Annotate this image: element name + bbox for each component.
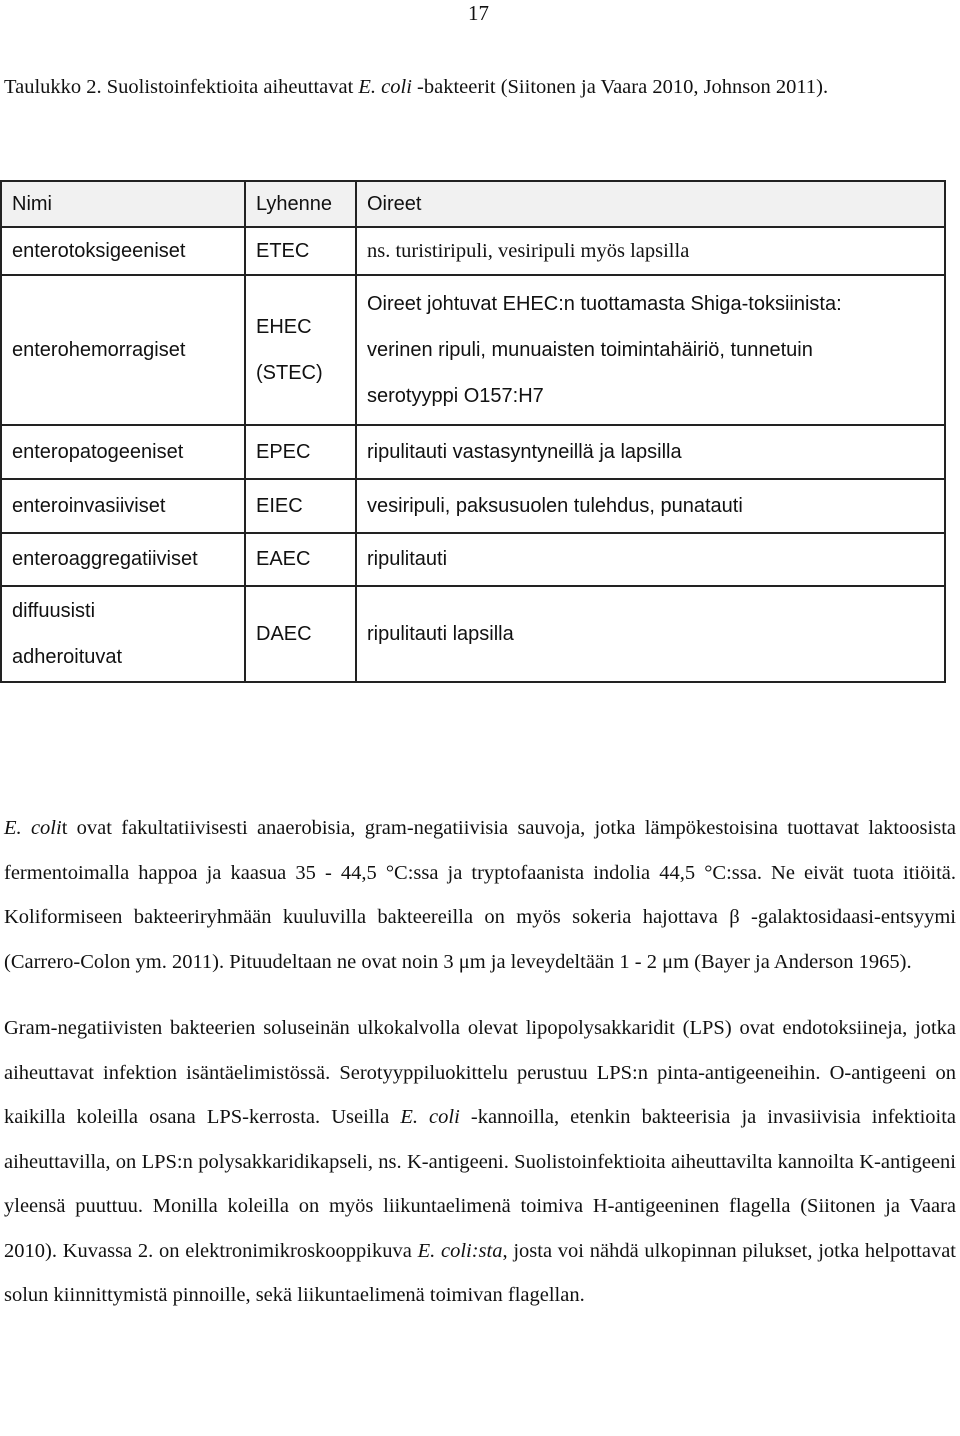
table-row: [1, 533, 945, 586]
caption-italic: E. coli: [358, 76, 412, 98]
cell-nimi: enteropatogeeniset: [1, 425, 245, 479]
paragraph-2-part-3: , josta voi nähdä ulkopinnan pilukset, jotka helpottavat solun kiinnittymistä pinnoille, sekä liikuntaelimenä toimivan flagellan.: [4, 1239, 957, 1306]
cell-nimi: enteroinvasiiviset: [1, 479, 245, 533]
cell-oireet: [356, 275, 945, 425]
caption-suffix: -bakteerit (Siitonen ja Vaara 2010, Johnson 2011).: [411, 76, 829, 98]
table-row: [1, 425, 945, 479]
cell-oireet: vesiripuli, paksusuolen tulehdus, punatauti: [356, 479, 945, 533]
cell-lyhenne: EIEC: [245, 479, 356, 533]
header-oireet: Oireet: [356, 181, 945, 227]
header-nimi: Nimi: [1, 181, 245, 227]
cell-lyhenne: ETEC: [245, 227, 356, 275]
cell-lyhenne: [245, 275, 356, 425]
paragraph-2-part-2: -kannoilla, etenkin bakteerisia ja invasiivisia infektioita aiheuttavilla, on LPS:n polysakkaridikapseli, ns. K-antigeeni. Suolistoinfektioita aiheuttavilta kannoilta K-antigeeni yleensä puuttuu. Monilla koleilla on myös liikuntaelimenä toimiva H-antigeeninen flagella (Siitonen ja Vaara 2010). Kuvassa 2. on elektronimikroskooppikuva: [4, 1106, 957, 1262]
caption-prefix: Taulukko 2. Suolistoinfektioita aiheuttavat: [4, 76, 359, 98]
table-header-row: [1, 181, 945, 227]
cell-nimi: [1, 586, 245, 682]
cell-line: adheroituvat: [12, 646, 123, 668]
cell-line: Oireet johtuvat EHEC:n tuottamasta Shiga-toksiinista:: [367, 293, 842, 315]
cell-nimi: enteroaggregatiiviset: [1, 533, 245, 586]
paragraph-1-italic: E. coli: [4, 817, 62, 839]
header-lyhenne: Lyhenne: [245, 181, 356, 227]
cell-lyhenne: EPEC: [245, 425, 356, 479]
paragraph-2-italic-1: E. coli: [400, 1106, 460, 1128]
paragraph-1-text: t ovat fakultatiivisesti anaerobisia, gram-negatiivisia sauvoja, jotka lämpökestoisina tuottavat laktoosista fermentoimalla happoa ja kaasua 35 - 44,5 °C:ssa ja tryptofaanista indolia 44,5 °C:ssa. Ne eivät tuota itiöitä. Koliformiseen bakteeriryhmään kuuluvilla bakteereilla on myös sokeria hajottava β -galaktosidaasi-entsyymi (Carrero-Colon ym. 2011). Pituudeltaan ne ovat noin 3 μm ja leveydeltään 1 - 2 μm (Bayer ja Anderson 1965).: [4, 817, 956, 973]
cell-oireet: ripulitauti vastasyntyneillä ja lapsilla: [356, 425, 945, 479]
cell-line: (STEC): [256, 362, 323, 384]
cell-line: verinen ripuli, munuaisten toimintahäiriö, tunnetuin: [367, 339, 813, 361]
table-caption: [4, 66, 956, 108]
cell-line: EHEC: [256, 316, 312, 338]
body-text: [4, 806, 956, 1318]
table-row: [1, 479, 945, 533]
cell-oireet: [356, 227, 945, 275]
page-number: 17: [468, 1, 489, 25]
cell-oireet-text: ns. turistiripuli, vesiripuli myös lapsilla: [367, 239, 690, 262]
cell-oireet: ripulitauti: [356, 533, 945, 586]
cell-line: serotyyppi O157:H7: [367, 385, 544, 407]
table-row: [1, 275, 945, 425]
paragraph-2: [4, 1006, 956, 1318]
paragraph-2-italic-2: E. coli:sta: [417, 1239, 503, 1262]
table-row: [1, 227, 945, 275]
cell-nimi: enterohemorragiset: [1, 275, 245, 425]
cell-line: diffuusisti: [12, 600, 96, 622]
cell-nimi: enterotoksigeeniset: [1, 227, 245, 275]
cell-oireet: ripulitauti lapsilla: [356, 586, 945, 682]
cell-lyhenne: EAEC: [245, 533, 356, 586]
cell-lyhenne: DAEC: [245, 586, 356, 682]
paragraph-2-part-1: Gram-negatiivisten bakteerien soluseinän ulkokalvolla olevat lipopolysakkaridit (LPS) ovat endotoksiineja, jotka aiheuttavat infektion isäntäelimistössä. Serotyyppiluokittelu perustuu LPS:n pinta-antigeeneihin. O-antigeeni on kaikilla koleilla osana LPS-kerrosta. Useilla: [4, 1017, 956, 1128]
table-row: [1, 586, 945, 682]
ecoli-table: [0, 180, 946, 683]
paragraph-1: [4, 806, 956, 984]
